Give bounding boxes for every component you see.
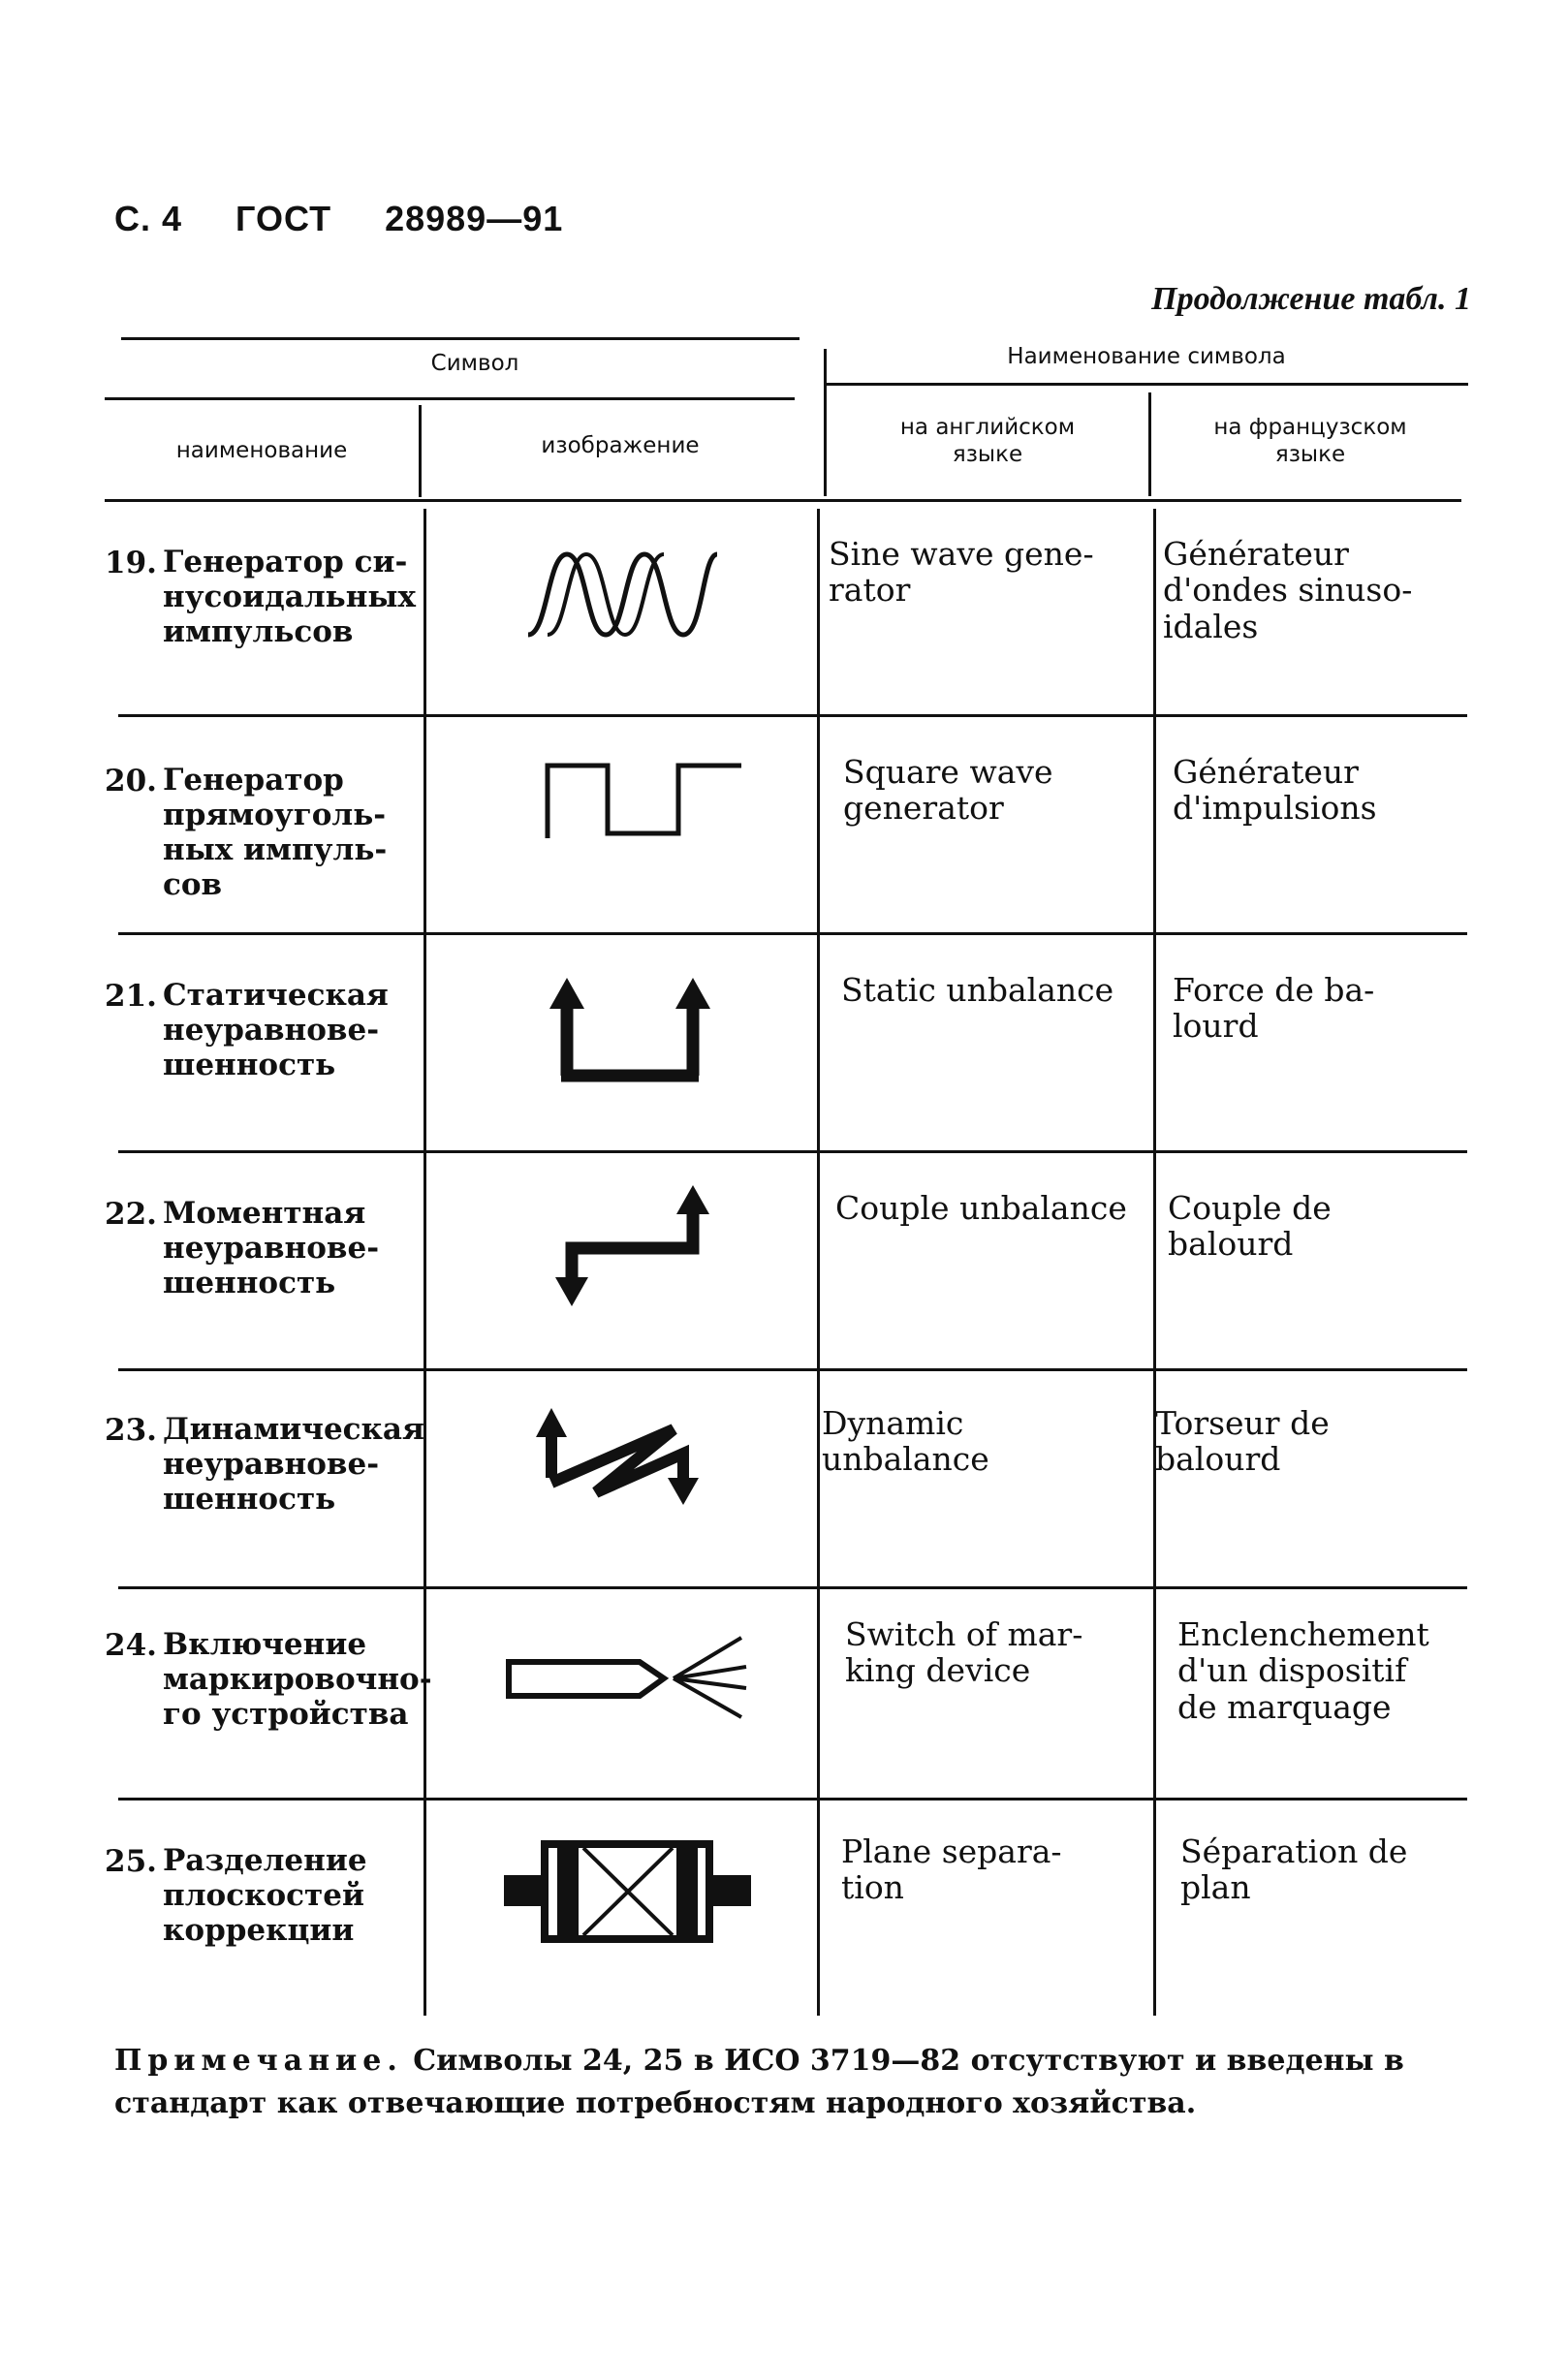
column-header-french: на французском языке: [1213, 415, 1407, 467]
couple-unbalance-icon: [543, 1180, 732, 1311]
row-separator: [118, 1586, 1467, 1589]
symbol-name-ru: Генератор си- нусоидальных импульсов: [163, 545, 416, 649]
note-label: Примечание.: [114, 2044, 403, 2078]
column-header-image: изображение: [541, 433, 700, 458]
row-number: 25.: [105, 1844, 157, 1879]
header-col-divider: [1148, 392, 1151, 496]
symbol-name-ru: Разделение плоскостей коррекции: [163, 1843, 367, 1948]
sine-wave-icon: [518, 543, 722, 649]
row-number: 20.: [105, 764, 157, 799]
header-bottom-rule: [105, 499, 1461, 502]
symbol-name-en: Sine wave gene- rator: [829, 535, 1094, 610]
dynamic-unbalance-icon: [528, 1400, 707, 1512]
square-wave-icon: [543, 756, 751, 848]
symbol-name-fr: Générateur d'ondes sinuso- idales: [1163, 535, 1413, 645]
symbol-name-fr: Séparation de plan: [1180, 1832, 1408, 1907]
symbol-name-en: Static unbalance: [841, 971, 1114, 1009]
row-number: 19.: [105, 546, 157, 580]
marking-device-icon: [504, 1628, 756, 1730]
standard-label: ГОСТ: [235, 199, 332, 238]
table-continuation: Продолжение табл. 1: [1151, 281, 1471, 317]
row-number: 24.: [105, 1628, 157, 1663]
symbol-name-ru: Моментная неуравнове- шенность: [163, 1196, 380, 1300]
row-number: 23.: [105, 1413, 157, 1448]
column-header-name: наименование: [175, 438, 348, 463]
note-text: Символы 24, 25 в ИСО 3719—82 отсутствуют и введены в стандарт как отвечающие потребностям народного хозяйства.: [114, 2044, 1404, 2120]
table-top-rule: [121, 337, 800, 340]
row-separator: [118, 1150, 1467, 1153]
row-separator: [118, 932, 1467, 935]
symbol-name-en: Dynamic unbalance: [822, 1404, 989, 1479]
symbol-name-en: Switch of mar- king device: [845, 1615, 1083, 1690]
body-col-divider: [817, 509, 820, 2016]
symbol-name-fr: Couple de balourd: [1168, 1189, 1332, 1264]
symbol-name-en: Plane separa- tion: [841, 1832, 1062, 1907]
symbol-name-fr: Force de ba- lourd: [1173, 971, 1375, 1046]
header-rule: [824, 383, 1468, 386]
plane-separation-icon: [504, 1836, 751, 1948]
page-header: [114, 199, 606, 239]
static-unbalance-icon: [538, 974, 727, 1090]
table-note: [114, 2040, 1471, 2124]
row-separator: [118, 714, 1467, 717]
symbol-name-ru: Статическая неуравнове- шенность: [163, 978, 389, 1082]
symbol-name-en: Couple unbalance: [835, 1189, 1127, 1227]
row-number: 22.: [105, 1197, 157, 1232]
symbol-name-fr: Générateur d'impulsions: [1173, 753, 1377, 828]
row-separator: [118, 1798, 1467, 1801]
name-group-header: Наименование символа: [1007, 344, 1286, 369]
body-col-divider: [1153, 509, 1156, 2016]
header-col-divider: [824, 349, 827, 496]
symbol-name-fr: Enclenchement d'un dispositif de marquage: [1177, 1615, 1429, 1726]
symbol-name-fr: Torseur de balourd: [1155, 1404, 1330, 1479]
symbol-group-header: Символ: [430, 351, 519, 376]
symbol-name-en: Square wave generator: [843, 753, 1053, 828]
symbol-name-ru: Генератор прямоуголь- ных импуль- сов: [163, 763, 388, 902]
row-number: 21.: [105, 979, 157, 1014]
row-separator: [118, 1368, 1467, 1371]
header-col-divider: [419, 405, 422, 497]
symbol-name-ru: Включение маркировочно- го устройства: [163, 1627, 432, 1732]
symbol-name-ru: Динамическая неуравнове- шенность: [163, 1412, 424, 1517]
header-rule: [105, 397, 795, 400]
standard-number: 28989—91: [385, 199, 564, 238]
column-header-english: на английском языке: [899, 415, 1076, 467]
body-col-divider: [423, 509, 426, 2016]
page-number: С. 4: [114, 199, 183, 238]
